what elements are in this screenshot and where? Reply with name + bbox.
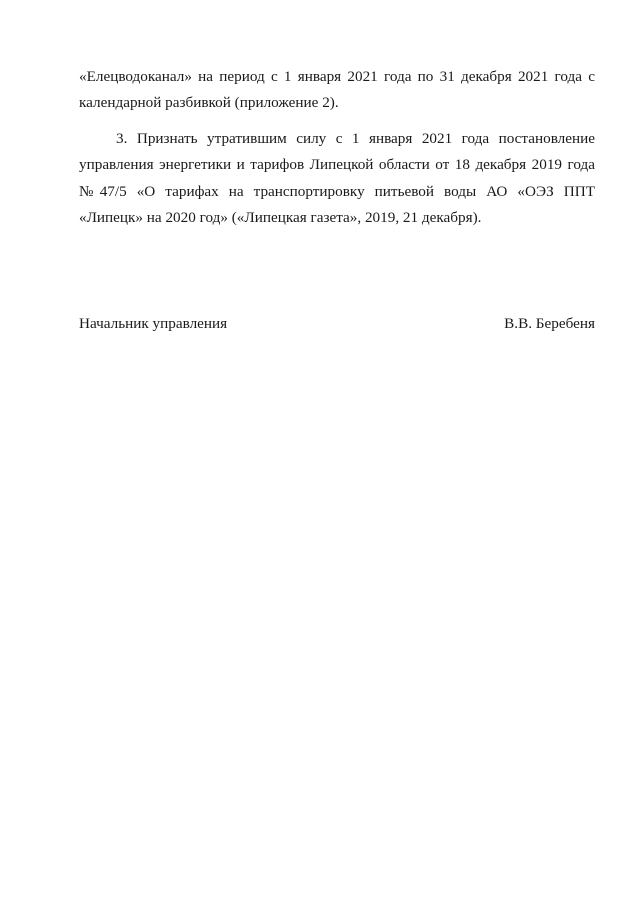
item3-line: №47/5 «О тарифах на транспортировку питьевой воды АО «ОЭЗ ППТ — [79, 183, 595, 200]
item3-line: 3. Признать утратившим силу с 1 января 2021 года постановление — [116, 130, 595, 147]
signature-name: В.В. Беребеня — [504, 315, 595, 332]
item3-line: управления энергетики и тарифов Липецкой области от 18 декабря 2019 года — [79, 156, 595, 173]
item3-line: «Липецк» на 2020 год» («Липецкая газета», 2019, 21 декабря). — [79, 209, 482, 226]
paragraph-line: «Елецводоканал» на период с 1 января 2021 года по 31 декабря 2021 года с — [79, 68, 595, 85]
paragraph-line: календарной разбивкой (приложение 2). — [79, 94, 339, 111]
signature-title: Начальник управления — [79, 315, 228, 332]
